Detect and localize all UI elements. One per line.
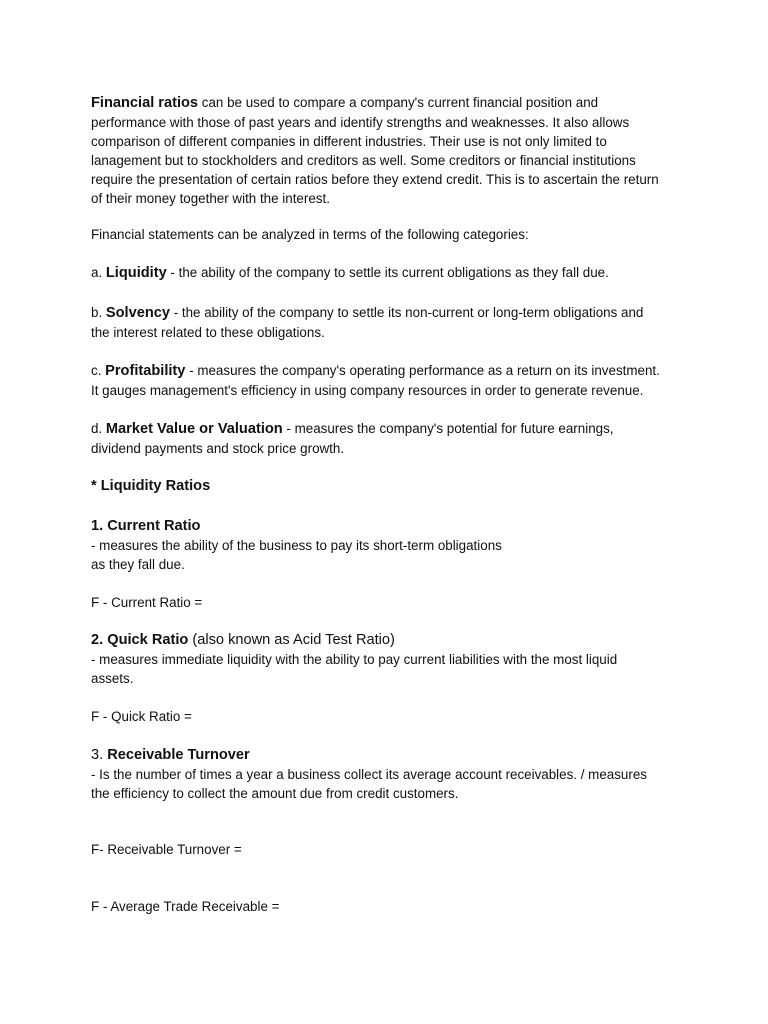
categories-intro: Financial statements can be analyzed in terms of the following categories: bbox=[91, 227, 529, 242]
ratio-quick: 2. Quick Ratio (also known as Acid Test Ratio) - measures immediate liquidity with the ability to pay current liabilities with the most liquid assets. bbox=[91, 632, 618, 686]
ratio-receivable-turnover: 3. Receivable Turnover - Is the number of times a year a business collect its average account receivables. / measures the efficiency to collect the amount due from credit customers. bbox=[91, 747, 647, 801]
category-market-value: d. Market Value or Valuation - measures the company's potential for future earnings, dividend payments and stock price growth. bbox=[91, 421, 614, 456]
ratio-heading: Receivable Turnover bbox=[107, 747, 250, 763]
category-profitability: c. Profitability - measures the company's operating performance as a return on its investment. It gauges management's efficiency in using company resources in order to generate revenue. bbox=[91, 363, 660, 398]
formula-current-ratio: F - Current Ratio = bbox=[91, 595, 203, 610]
ratio-heading: 2. Quick Ratio bbox=[91, 632, 189, 648]
formula-receivable-turnover: F- Receivable Turnover = bbox=[91, 842, 242, 857]
formula-average-trade-receivable: F - Average Trade Receivable = bbox=[91, 899, 280, 914]
category-solvency: b. Solvency - the ability of the company to settle its non-current or long-term obligations and the interest related to these obligations. bbox=[91, 305, 644, 340]
category-liquidity: a. Liquidity - the ability of the company to settle its current obligations as they fall due. bbox=[91, 265, 609, 281]
ratio-heading: 1. Current Ratio bbox=[91, 518, 201, 534]
ratio-current: 1. Current Ratio - measures the ability of the business to pay its short-term obligations as they fall due. bbox=[91, 518, 502, 572]
formula-quick-ratio: F - Quick Ratio = bbox=[91, 709, 192, 724]
term-financial-ratios: Financial ratios bbox=[91, 95, 199, 111]
section-heading: * Liquidity Ratios bbox=[91, 478, 211, 494]
intro-paragraph: Financial ratios can be used to compare a company's current financial position and performance with those of past years and identify strengths and weaknesses. It also allows comparison of different companies in different industries. Their use is not only limited to lanagement but to stockholders and creditors as well. Some creditors or financial institutions require the presentation of certain ratios before they extend credit. This is to ascertain the return of their money together with the interest. bbox=[91, 95, 659, 206]
